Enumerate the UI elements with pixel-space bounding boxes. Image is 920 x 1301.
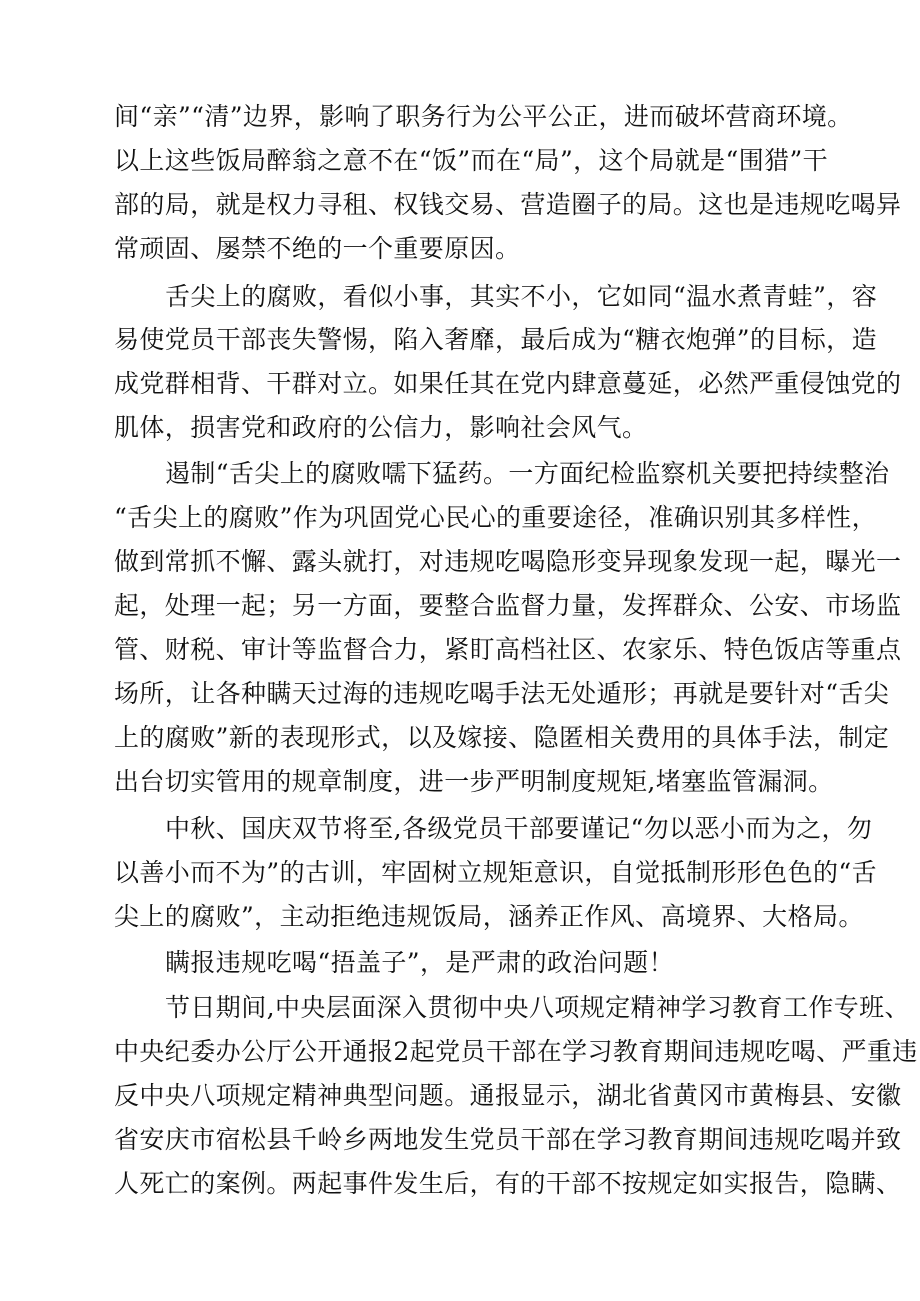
- text-line: 出台切实管用的规章制度，进一步严明制度规矩,堵塞监管漏洞。: [114, 767, 834, 796]
- text-line: 反中央八项规定精神典型问题。通报显示，湖北省黄冈市黄梅县、安徽: [114, 1081, 902, 1110]
- text-line: 人死亡的案例。两起事件发生后，有的干部不按规定如实报告，隐瞒、: [114, 1169, 902, 1198]
- text-line: 做到常抓不懈、露头就打，对违规吃喝隐形变异现象发现一起，曝光一: [114, 547, 902, 576]
- text-line: 常顽固、屡禁不绝的一个重要原因。: [114, 234, 521, 263]
- paragraph-first-line: 舌尖上的腐败，看似小事，其实不小，它如同“温水煮青蛙”，容: [165, 282, 878, 311]
- text-line: “舌尖上的腐败”作为巩固党心民心的重要途径，准确识别其多样性，: [114, 503, 877, 532]
- text-line: 场所，让各种瞒天过海的违规吃喝手法无处遁形；再就是要针对“舌尖: [114, 679, 890, 708]
- text-line: 以善小而不为”的古训，牢固树立规矩意识，自觉抵制形形色色的“舌: [114, 858, 877, 887]
- section-heading: 瞒报违规吃喝“捂盖子”，是严肃的政治问题！: [165, 948, 674, 977]
- text-line: 管、财税、审计等监督合力，紧盯高档社区、农家乐、特色饭店等重点: [114, 635, 902, 664]
- paragraph-first-line: 中秋、国庆双节将至,各级党员干部要谨记“勿以恶小而为之，勿: [165, 814, 873, 843]
- text-line: 易使党员干部丧失警惕，陷入奢靡，最后成为“糖衣炮弹”的目标，造: [114, 325, 877, 354]
- text-line: 肌体，损害党和政府的公信力，影响社会风气。: [114, 413, 648, 442]
- text-line: 部的局，就是权力寻租、权钱交易、营造圈子的局。这也是违规吃喝异: [114, 190, 902, 219]
- text-line: 成党群相背、干群对立。如果任其在党内肆意蔓延，必然严重侵蚀党的: [114, 369, 902, 398]
- text-line: 上的腐败”新的表现形式，以及嫁接、隐匿相关费用的具体手法，制定: [114, 723, 890, 752]
- text-line: 尖上的腐败”，主动拒绝违规饭局，涵养正作风、高境界、大格局。: [114, 902, 864, 931]
- text-line: 以上这些饭局醉翁之意不在“饭”而在“局”，这个局就是“围猎”干: [114, 146, 829, 175]
- text-line: 中央纪委办公厅公开通报2起党员干部在学习教育期间违规吃喝、严重违: [114, 1037, 918, 1066]
- text-line: 起，处理一起；另一方面，要整合监督力量，发挥群众、公安、市场监: [114, 591, 902, 620]
- text-line: 省安庆市宿松县千岭乡两地发生党员干部在学习教育期间违规吃喝并致: [114, 1125, 902, 1154]
- paragraph-first-line: 节日期间,中央层面深入贯彻中央八项规定精神学习教育工作专班、: [165, 993, 910, 1022]
- text-line: 间“亲”“清”边界，影响了职务行为公平公正，进而破坏营商环境。: [114, 102, 853, 131]
- paragraph-first-line: 遏制“舌尖上的腐败嚅下猛药。一方面纪检监察机关要把持续整治: [165, 459, 890, 488]
